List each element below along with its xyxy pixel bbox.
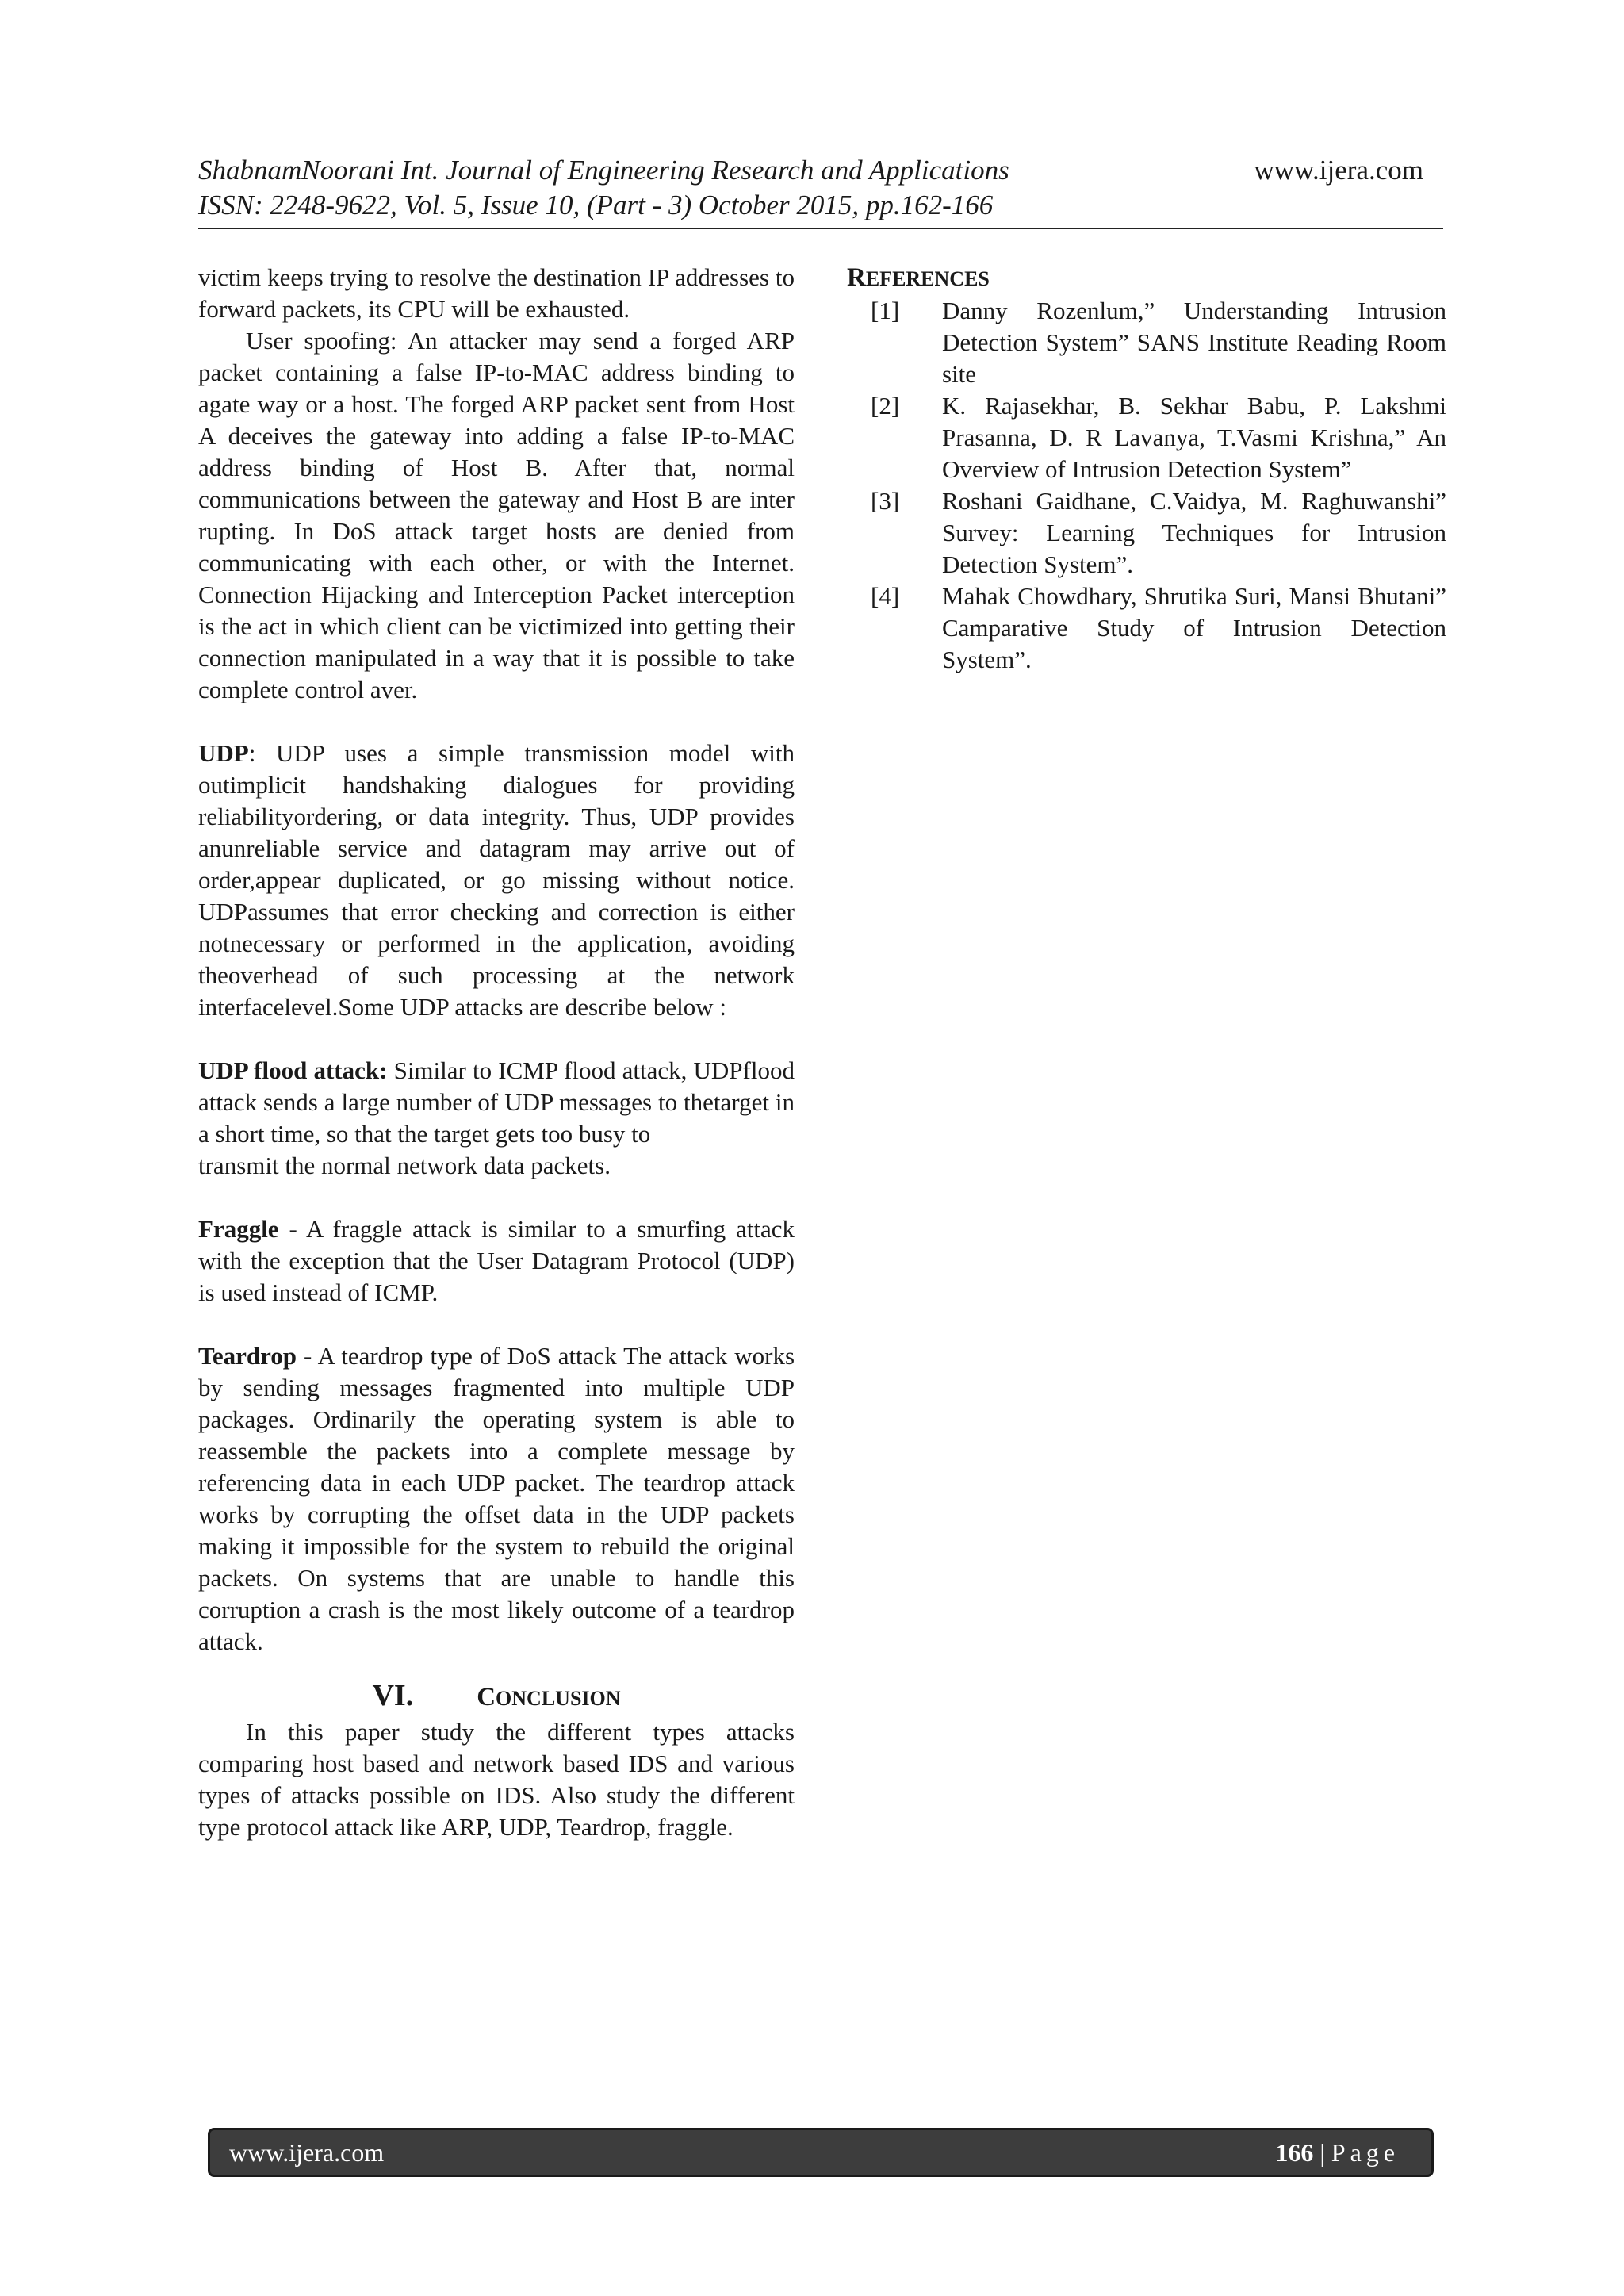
reference-number: [4] bbox=[871, 582, 900, 610]
page-number bbox=[1275, 2130, 1400, 2175]
header-site-link[interactable]: www.ijera.com bbox=[1254, 155, 1423, 186]
reference-item bbox=[871, 295, 1446, 390]
spacer bbox=[198, 1658, 795, 1678]
udp-flood-term: UDP flood attack: bbox=[198, 1056, 388, 1084]
reference-item bbox=[871, 390, 1446, 485]
journal-line: ShabnamNoorani Int. Journal of Engineering Research and Applications bbox=[198, 155, 1009, 186]
references-heading-cap: R bbox=[847, 263, 866, 292]
fraggle-term: Fraggle - bbox=[198, 1215, 297, 1243]
page-number-value: 166 bbox=[1275, 2138, 1314, 2167]
paragraph-fraggle bbox=[198, 1213, 795, 1309]
paragraph-udp-flood-cont: transmit the normal network data packets. bbox=[198, 1152, 611, 1179]
reference-text: Roshani Gaidhane, C.Vaidya, M. Raghuwanshi” Survey: Learning Techniques for Intrusion Detection System”. bbox=[942, 487, 1446, 578]
fraggle-text: A fraggle attack is similar to a smurfing attack with the exception that the User Datagram Protocol (UDP) is used instead of ICMP. bbox=[198, 1215, 795, 1306]
paragraph-cpu-exhausted: victim keeps trying to resolve the destination IP addresses to forward packets, its CPU will be exhausted. bbox=[198, 263, 795, 323]
teardrop-term: Teardrop - bbox=[198, 1342, 312, 1370]
reference-number: [3] bbox=[871, 487, 900, 515]
paragraph-udp-flood bbox=[198, 1055, 795, 1150]
udp-flood-text: Similar to ICMP flood attack, UDPflood attack sends a large number of UDP messages to thetarget in a short time, so that the target gets too busy to bbox=[198, 1056, 795, 1148]
references-heading bbox=[847, 262, 1446, 295]
right-column bbox=[847, 262, 1446, 676]
reference-text: K. Rajasekhar, B. Sekhar Babu, P. Lakshmi Prasanna, D. R Lavanya, T.Vasmi Krishna,” An Overview of Intrusion Detection System” bbox=[942, 392, 1446, 483]
reference-item bbox=[871, 485, 1446, 581]
page-separator: | bbox=[1313, 2138, 1331, 2167]
conclusion-heading-cap: C bbox=[477, 1683, 496, 1711]
reference-number: [2] bbox=[871, 392, 900, 420]
conclusion-heading-rest: ONCLUSION bbox=[496, 1687, 621, 1710]
reference-number: [1] bbox=[871, 297, 900, 324]
udp-text: : UDP uses a simple transmission model with outimplicit handshaking dialogues for providing reliabilityordering, or data integrity. Thus, UDP provides anunreliable service and datagram may arrive out of order,appear duplicated, or go missing without notice. UDPassumes that error checking and correction is either notnecessary or performed in the application, avoiding theoverhead of such processing at the network interfacelevel.Some UDP attacks are describe below : bbox=[198, 739, 795, 1021]
udp-term: UDP bbox=[198, 739, 249, 767]
spacer bbox=[198, 1182, 795, 1213]
left-column bbox=[198, 262, 795, 1843]
issn-line: ISSN: 2248-9622, Vol. 5, Issue 10, (Part - 3) October 2015, pp.162-166 bbox=[198, 190, 994, 220]
running-header bbox=[198, 153, 1443, 223]
paragraph-udp bbox=[198, 738, 795, 1023]
paragraph-teardrop bbox=[198, 1340, 795, 1658]
conclusion-number: VI. bbox=[372, 1679, 414, 1712]
paragraph-conclusion: In this paper study the different types attacks comparing host based and network based IDS and various types of attacks possible on IDS. Also study the different type protocol attack like ARP, UDP, Teardrop, fraggle. bbox=[198, 1718, 795, 1841]
footer-site-link[interactable]: www.ijera.com bbox=[229, 2138, 385, 2167]
page-label: Page bbox=[1331, 2138, 1400, 2167]
reference-text: Mahak Chowdhary, Shrutika Suri, Mansi Bhutani” Camparative Study of Intrusion Detection System”. bbox=[942, 582, 1446, 673]
references-heading-rest: EFERENCES bbox=[865, 267, 990, 290]
reference-item bbox=[871, 581, 1446, 676]
spacer bbox=[198, 1023, 795, 1055]
spacer bbox=[198, 1309, 795, 1340]
paragraph-user-spoofing: User spoofing: An attacker may send a forged ARP packet containing a false IP-to-MAC address binding to agate way or a host. The forged ARP packet sent from Host A deceives the gateway into adding a false IP-to-MAC address binding of Host B. After that, normal communications between the gateway and Host B are inter rupting. In DoS attack target hosts are denied from communicating with each other, or with the Internet. Connection Hijacking and Interception Packet interception is the act in which client can be victimized into getting their connection manipulated in a way that it is possible to take complete control aver. bbox=[198, 327, 795, 703]
spacer bbox=[198, 706, 795, 738]
teardrop-text: A teardrop type of DoS attack The attack works by sending messages fragmented into multiple UDP packages. Ordinarily the operating system is able to reassemble the packets into a complete message by referencing data in each UDP packet. The teardrop attack works by corrupting the offset data in the UDP packets making it impossible for the system to rebuild the original packets. On systems that are unable to handle this corruption a crash is the most likely outcome of a teardrop attack. bbox=[198, 1342, 795, 1655]
reference-text: Danny Rozenlum,” Understanding Intrusion Detection System” SANS Institute Reading Room site bbox=[942, 297, 1446, 388]
conclusion-heading bbox=[198, 1678, 795, 1716]
header-rule bbox=[198, 228, 1443, 229]
page-footer bbox=[208, 2128, 1434, 2177]
